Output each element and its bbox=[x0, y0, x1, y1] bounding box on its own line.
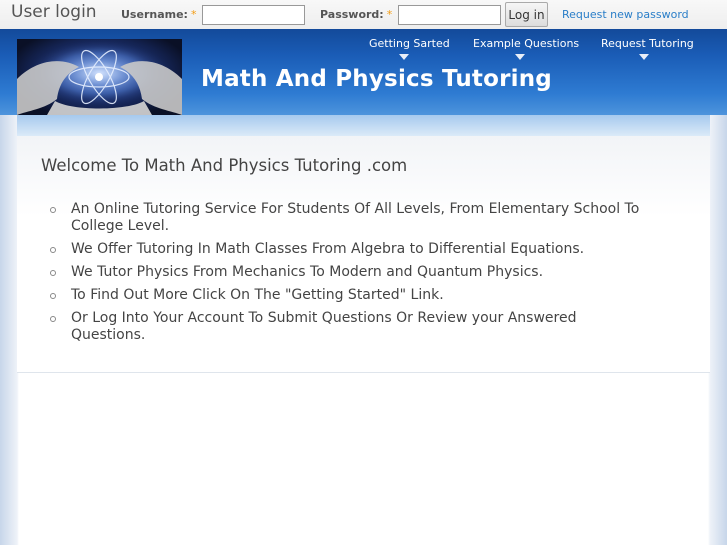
username-label bbox=[121, 8, 196, 21]
list-item-text: We Offer Tutoring In Math Classes From Algebra to Differential Equations. bbox=[71, 241, 585, 257]
bullet-icon bbox=[50, 247, 56, 253]
list-item bbox=[47, 241, 647, 258]
atom-hands-icon bbox=[17, 39, 182, 115]
list-item bbox=[47, 287, 647, 304]
password-label-text: Password: bbox=[320, 8, 384, 21]
required-mark: * bbox=[386, 8, 393, 21]
password-label bbox=[320, 8, 392, 21]
list-item-text: To Find Out More Click On The "Getting Started" Link. bbox=[71, 287, 444, 303]
nav-caret-icon bbox=[515, 54, 525, 60]
nav-caret-icon bbox=[639, 54, 649, 60]
site-name: Math And Physics Tutoring bbox=[201, 66, 552, 92]
bullet-icon bbox=[50, 270, 56, 276]
list-item bbox=[47, 201, 647, 235]
nav-request-tutoring[interactable]: Request Tutoring bbox=[601, 37, 694, 50]
nav-example-questions[interactable]: Example Questions bbox=[473, 37, 580, 50]
request-new-password-link[interactable]: Request new password bbox=[562, 8, 689, 21]
username-input[interactable] bbox=[202, 5, 305, 25]
username-label-text: Username: bbox=[121, 8, 188, 21]
site-header bbox=[0, 29, 727, 115]
list-item bbox=[47, 310, 647, 344]
nav-getting-started[interactable]: Getting Sarted bbox=[369, 37, 450, 50]
content-top-band bbox=[17, 115, 710, 136]
site-logo[interactable] bbox=[17, 39, 182, 115]
intro-list bbox=[47, 201, 647, 350]
password-input[interactable] bbox=[398, 5, 501, 25]
list-item-text: An Online Tutoring Service For Students Of All Levels, From Elementary School To College Level. bbox=[71, 201, 640, 234]
bullet-icon bbox=[50, 293, 56, 299]
login-button[interactable]: Log in bbox=[505, 2, 548, 27]
list-item-text: Or Log Into Your Account To Submit Questions Or Review your Answered Questions. bbox=[71, 310, 577, 343]
bullet-icon bbox=[50, 316, 56, 322]
list-item-text: We Tutor Physics From Mechanics To Modern and Quantum Physics. bbox=[71, 264, 544, 280]
login-bar bbox=[0, 0, 727, 29]
list-item bbox=[47, 264, 647, 281]
page-title: Welcome To Math And Physics Tutoring .com bbox=[41, 156, 408, 175]
login-title: User login bbox=[11, 2, 97, 22]
required-mark: * bbox=[190, 8, 197, 21]
nav-caret-icon bbox=[399, 54, 409, 60]
bullet-icon bbox=[50, 207, 56, 213]
